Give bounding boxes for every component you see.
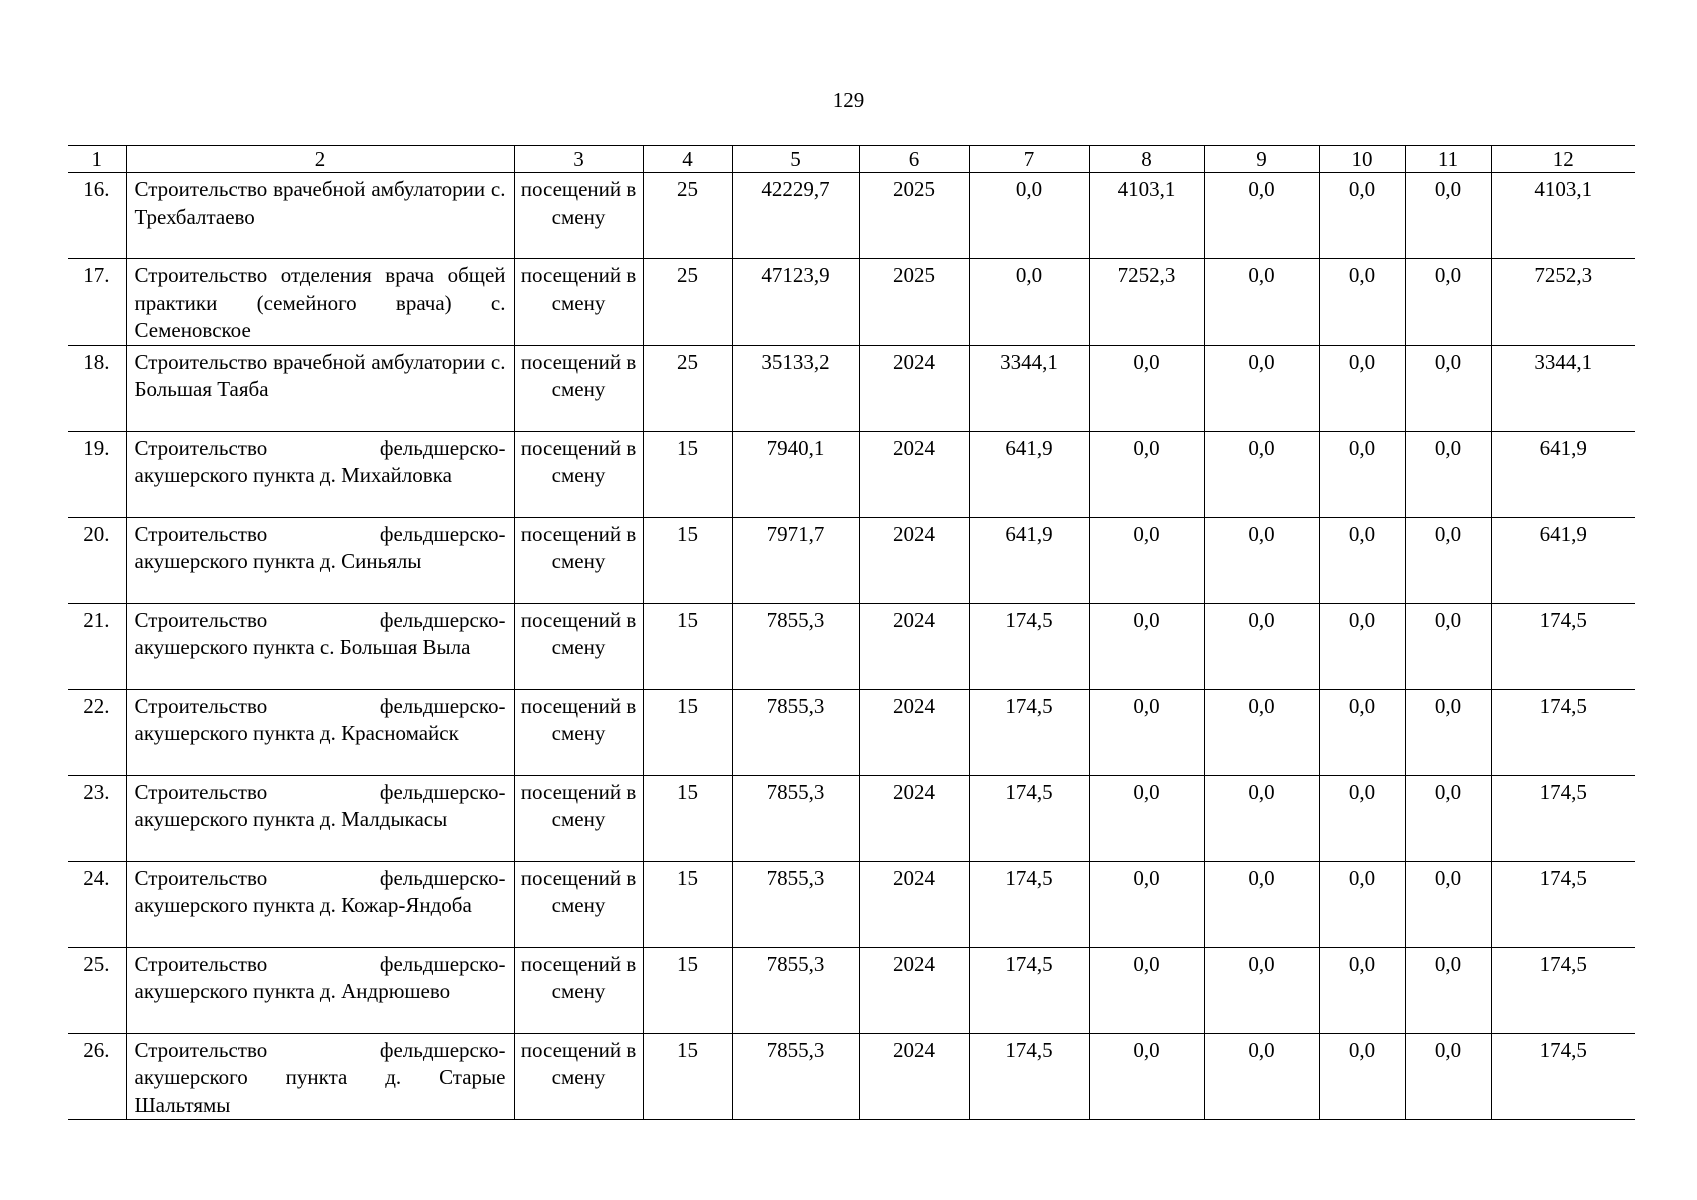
- value-col-12: 174,5: [1491, 861, 1635, 947]
- capacity-value: 15: [643, 861, 732, 947]
- value-col-10: 0,0: [1319, 517, 1405, 603]
- value-col-9: 0,0: [1204, 517, 1319, 603]
- page-number: 129: [832, 88, 865, 112]
- object-name: Строительство фельдшерско-акушерского пункта д. Михайловка: [126, 431, 514, 517]
- capacity-value: 15: [643, 431, 732, 517]
- value-col-7: 174,5: [969, 1033, 1089, 1120]
- column-header: 4: [643, 146, 732, 173]
- estimated-cost: 7855,3: [732, 861, 859, 947]
- completion-year: 2024: [859, 517, 969, 603]
- column-number-header: [68, 146, 1635, 173]
- value-col-9: 0,0: [1204, 345, 1319, 431]
- completion-year: 2025: [859, 173, 969, 259]
- value-col-8: 0,0: [1089, 431, 1204, 517]
- value-col-10: 0,0: [1319, 259, 1405, 346]
- capacity-unit: посещений в смену: [514, 259, 643, 346]
- value-col-11: 0,0: [1405, 345, 1491, 431]
- value-col-9: 0,0: [1204, 431, 1319, 517]
- value-col-9: 0,0: [1204, 689, 1319, 775]
- estimated-cost: 7855,3: [732, 1033, 859, 1120]
- capacity-value: 15: [643, 517, 732, 603]
- value-col-10: 0,0: [1319, 775, 1405, 861]
- column-header: 8: [1089, 146, 1204, 173]
- capacity-unit: посещений в смену: [514, 431, 643, 517]
- value-col-12: 4103,1: [1491, 173, 1635, 259]
- completion-year: 2024: [859, 431, 969, 517]
- value-col-12: 641,9: [1491, 517, 1635, 603]
- value-col-10: 0,0: [1319, 947, 1405, 1033]
- row-number: 18.: [68, 345, 126, 431]
- value-col-7: 641,9: [969, 431, 1089, 517]
- value-col-12: 174,5: [1491, 603, 1635, 689]
- table-row: [68, 431, 1635, 517]
- estimated-cost: 42229,7: [732, 173, 859, 259]
- value-col-7: 174,5: [969, 861, 1089, 947]
- capacity-unit: посещений в смену: [514, 517, 643, 603]
- value-col-12: 7252,3: [1491, 259, 1635, 346]
- column-header: 5: [732, 146, 859, 173]
- estimated-cost: 35133,2: [732, 345, 859, 431]
- value-col-11: 0,0: [1405, 689, 1491, 775]
- capacity-unit: посещений в смену: [514, 775, 643, 861]
- row-number: 20.: [68, 517, 126, 603]
- completion-year: 2024: [859, 345, 969, 431]
- value-col-7: 3344,1: [969, 345, 1089, 431]
- capacity-value: 25: [643, 259, 732, 346]
- column-header: 9: [1204, 146, 1319, 173]
- row-number: 22.: [68, 689, 126, 775]
- row-number: 17.: [68, 259, 126, 346]
- completion-year: 2024: [859, 861, 969, 947]
- column-header: 7: [969, 146, 1089, 173]
- capacity-value: 15: [643, 1033, 732, 1120]
- value-col-9: 0,0: [1204, 947, 1319, 1033]
- estimated-cost: 7855,3: [732, 775, 859, 861]
- column-header: 12: [1491, 146, 1635, 173]
- row-number: 21.: [68, 603, 126, 689]
- value-col-8: 7252,3: [1089, 259, 1204, 346]
- column-header: 11: [1405, 146, 1491, 173]
- value-col-7: 174,5: [969, 603, 1089, 689]
- estimated-cost: 7940,1: [732, 431, 859, 517]
- value-col-10: 0,0: [1319, 689, 1405, 775]
- data-table: [68, 145, 1635, 1120]
- column-header: 2: [126, 146, 514, 173]
- column-header: 6: [859, 146, 969, 173]
- row-number: 16.: [68, 173, 126, 259]
- value-col-12: 641,9: [1491, 431, 1635, 517]
- value-col-10: 0,0: [1319, 861, 1405, 947]
- capacity-value: 15: [643, 775, 732, 861]
- column-header: 3: [514, 146, 643, 173]
- row-number: 25.: [68, 947, 126, 1033]
- capacity-value: 25: [643, 173, 732, 259]
- value-col-10: 0,0: [1319, 345, 1405, 431]
- estimated-cost: 7971,7: [732, 517, 859, 603]
- value-col-8: 0,0: [1089, 689, 1204, 775]
- table-row: [68, 603, 1635, 689]
- value-col-11: 0,0: [1405, 1033, 1491, 1120]
- object-name: Строительство фельдшерско-акушерского пункта д. Кожар-Яндоба: [126, 861, 514, 947]
- capacity-unit: посещений в смену: [514, 603, 643, 689]
- estimated-cost: 7855,3: [732, 689, 859, 775]
- completion-year: 2024: [859, 689, 969, 775]
- value-col-8: 0,0: [1089, 1033, 1204, 1120]
- capacity-unit: посещений в смену: [514, 689, 643, 775]
- value-col-12: 174,5: [1491, 947, 1635, 1033]
- capacity-unit: посещений в смену: [514, 173, 643, 259]
- value-col-11: 0,0: [1405, 517, 1491, 603]
- value-col-7: 0,0: [969, 259, 1089, 346]
- value-col-9: 0,0: [1204, 603, 1319, 689]
- value-col-8: 4103,1: [1089, 173, 1204, 259]
- completion-year: 2025: [859, 259, 969, 346]
- object-name: Строительство фельдшерско-акушерского пункта с. Большая Выла: [126, 603, 514, 689]
- value-col-7: 0,0: [969, 173, 1089, 259]
- table-row: [68, 1033, 1635, 1120]
- value-col-11: 0,0: [1405, 259, 1491, 346]
- value-col-10: 0,0: [1319, 173, 1405, 259]
- completion-year: 2024: [859, 947, 969, 1033]
- row-number: 24.: [68, 861, 126, 947]
- value-col-8: 0,0: [1089, 947, 1204, 1033]
- completion-year: 2024: [859, 775, 969, 861]
- value-col-10: 0,0: [1319, 431, 1405, 517]
- value-col-7: 174,5: [969, 689, 1089, 775]
- completion-year: 2024: [859, 1033, 969, 1120]
- object-name: Строительство фельдшерско-акушерского пункта д. Андрюшево: [126, 947, 514, 1033]
- capacity-value: 15: [643, 603, 732, 689]
- table-row: [68, 517, 1635, 603]
- table-row: [68, 775, 1635, 861]
- row-number: 26.: [68, 1033, 126, 1120]
- value-col-8: 0,0: [1089, 861, 1204, 947]
- value-col-9: 0,0: [1204, 861, 1319, 947]
- value-col-11: 0,0: [1405, 431, 1491, 517]
- value-col-12: 3344,1: [1491, 345, 1635, 431]
- object-name: Строительство фельдшерско-акушерского пункта д. Синьялы: [126, 517, 514, 603]
- value-col-10: 0,0: [1319, 603, 1405, 689]
- value-col-11: 0,0: [1405, 775, 1491, 861]
- table-row: [68, 689, 1635, 775]
- value-col-12: 174,5: [1491, 775, 1635, 861]
- object-name: Строительство врачебной амбулатории с. Большая Таяба: [126, 345, 514, 431]
- column-header: 10: [1319, 146, 1405, 173]
- object-name: Строительство фельдшерско-акушерского пункта д. Красномайск: [126, 689, 514, 775]
- value-col-11: 0,0: [1405, 861, 1491, 947]
- value-col-8: 0,0: [1089, 603, 1204, 689]
- value-col-12: 174,5: [1491, 689, 1635, 775]
- value-col-11: 0,0: [1405, 947, 1491, 1033]
- table-row: [68, 259, 1635, 346]
- capacity-unit: посещений в смену: [514, 947, 643, 1033]
- capacity-value: 15: [643, 689, 732, 775]
- completion-year: 2024: [859, 603, 969, 689]
- capacity-unit: посещений в смену: [514, 345, 643, 431]
- capacity-value: 25: [643, 345, 732, 431]
- table-row: [68, 947, 1635, 1033]
- estimated-cost: 7855,3: [732, 947, 859, 1033]
- capacity-value: 15: [643, 947, 732, 1033]
- object-name: Строительство фельдшерско-акушерского пункта д. Старые Шальтямы: [126, 1033, 514, 1120]
- object-name: Строительство врачебной амбулатории с. Трехбалтаево: [126, 173, 514, 259]
- value-col-9: 0,0: [1204, 173, 1319, 259]
- capacity-unit: посещений в смену: [514, 1033, 643, 1120]
- value-col-12: 174,5: [1491, 1033, 1635, 1120]
- value-col-11: 0,0: [1405, 173, 1491, 259]
- value-col-8: 0,0: [1089, 517, 1204, 603]
- value-col-7: 641,9: [969, 517, 1089, 603]
- value-col-11: 0,0: [1405, 603, 1491, 689]
- value-col-8: 0,0: [1089, 345, 1204, 431]
- table-row: [68, 861, 1635, 947]
- row-number: 23.: [68, 775, 126, 861]
- value-col-7: 174,5: [969, 947, 1089, 1033]
- estimated-cost: 47123,9: [732, 259, 859, 346]
- object-name: Строительство отделения врача общей практики (семейного врача) с. Семеновское: [126, 259, 514, 346]
- value-col-7: 174,5: [969, 775, 1089, 861]
- table-row: [68, 173, 1635, 259]
- table-row: [68, 345, 1635, 431]
- value-col-9: 0,0: [1204, 1033, 1319, 1120]
- capacity-unit: посещений в смену: [514, 861, 643, 947]
- object-name: Строительство фельдшерско-акушерского пункта д. Малдыкасы: [126, 775, 514, 861]
- value-col-10: 0,0: [1319, 1033, 1405, 1120]
- row-number: 19.: [68, 431, 126, 517]
- value-col-9: 0,0: [1204, 259, 1319, 346]
- value-col-9: 0,0: [1204, 775, 1319, 861]
- column-header: 1: [68, 146, 126, 173]
- estimated-cost: 7855,3: [732, 603, 859, 689]
- value-col-8: 0,0: [1089, 775, 1204, 861]
